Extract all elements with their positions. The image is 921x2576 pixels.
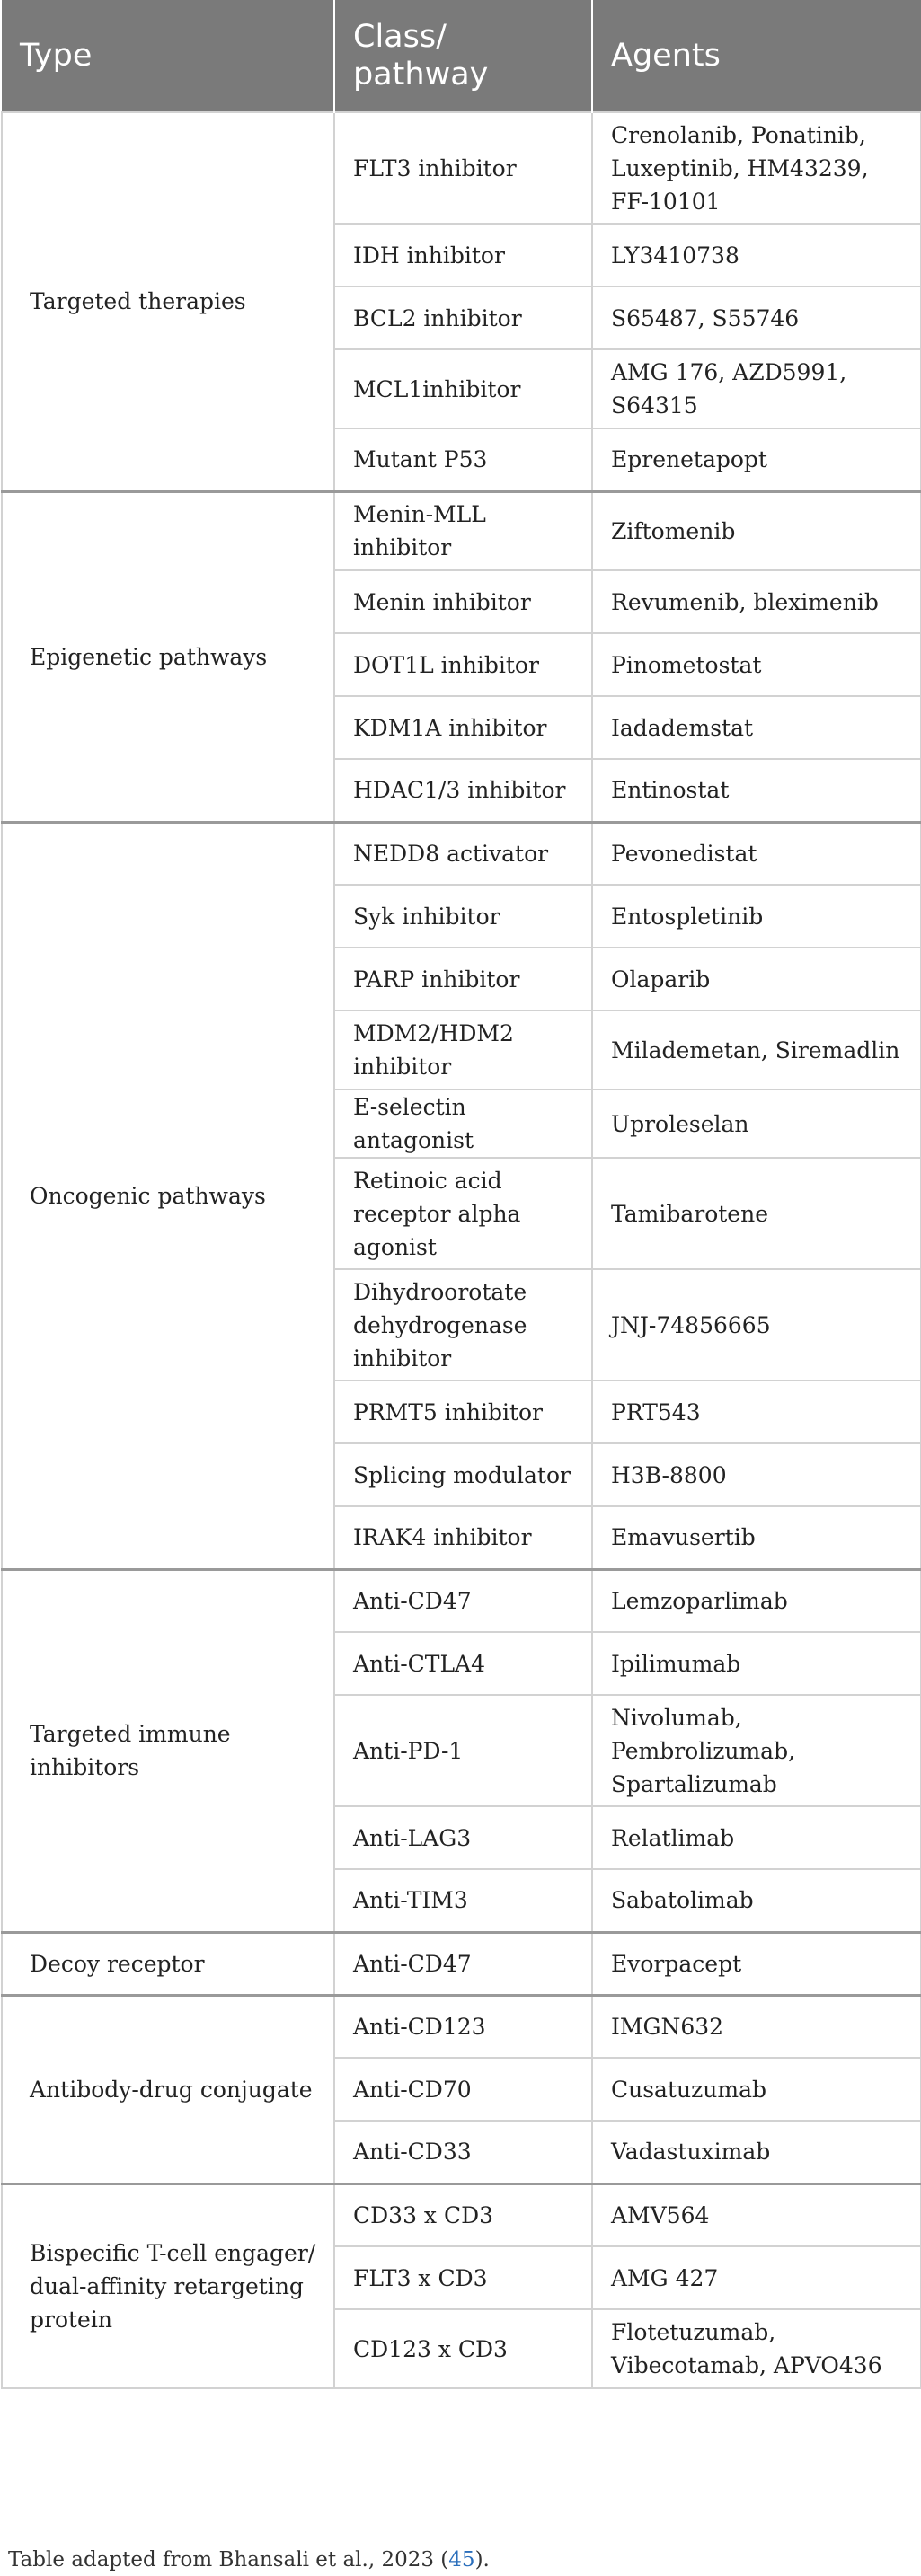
agents-table (1, 0, 921, 2389)
class-pathway-cell: Anti-CD33 (334, 2121, 592, 2183)
header-class-pathway-label: Class/ pathway (353, 19, 489, 93)
agents-cell: AMG 176, AZD5991, S64315 (592, 349, 921, 428)
agents-cell: IMGN632 (592, 1995, 921, 2058)
agents-cell: Nivolumab, Pembrolizumab, Spartalizumab (592, 1695, 921, 1806)
agents-cell: Sabatolimab (592, 1869, 921, 1932)
class-pathway-cell: Menin inhibitor (334, 570, 592, 633)
agents-cell: Revumenib, bleximenib (592, 570, 921, 633)
class-pathway-cell: Dihydroorotate dehydrogenase inhibitor (334, 1269, 592, 1381)
class-pathway-cell: HDAC1/3 inhibitor (334, 759, 592, 822)
class-pathway-cell: MCL1inhibitor (334, 349, 592, 428)
agents-cell: Ipilimumab (592, 1632, 921, 1695)
table-row (2, 1569, 921, 1632)
class-pathway-cell: Anti-CD47 (334, 1569, 592, 1632)
type-cell: Decoy receptor (2, 1932, 334, 1995)
class-pathway-cell: IRAK4 inhibitor (334, 1506, 592, 1569)
table-row (2, 112, 921, 224)
agents-cell: H3B-8800 (592, 1443, 921, 1506)
class-pathway-cell: Anti-CD70 (334, 2058, 592, 2121)
agents-cell: Tamibarotene (592, 1158, 921, 1269)
agents-cell: PRT543 (592, 1381, 921, 1443)
agents-cell: Evorpacept (592, 1932, 921, 1995)
agents-cell: Emavusertib (592, 1506, 921, 1569)
agents-cell: Crenolanib, Ponatinib, Luxeptinib, HM43239, FF-10101 (592, 112, 921, 224)
class-pathway-cell: Menin-MLL inhibitor (334, 491, 592, 570)
agents-cell: JNJ-74856665 (592, 1269, 921, 1381)
table-header (2, 0, 921, 112)
table-body (2, 112, 921, 2388)
class-pathway-cell: Retinoic acid receptor alpha agonist (334, 1158, 592, 1269)
agents-cell: Lemzoparlimab (592, 1569, 921, 1632)
type-cell: Epigenetic pathways (2, 491, 334, 822)
table-row (2, 822, 921, 885)
class-pathway-cell: CD123 x CD3 (334, 2309, 592, 2388)
agents-cell: Pevonedistat (592, 822, 921, 885)
header-type: Type (2, 0, 334, 112)
type-cell: Bispecific T-cell engager/ dual-affinity retargeting protein (2, 2183, 334, 2388)
agents-cell: Entinostat (592, 759, 921, 822)
class-pathway-cell: NEDD8 activator (334, 822, 592, 885)
agents-cell: Iadademstat (592, 696, 921, 759)
header-class-pathway (334, 0, 592, 112)
table-row (2, 491, 921, 570)
agents-cell: Pinometostat (592, 633, 921, 696)
agents-cell: Uproleselan (592, 1090, 921, 1158)
agents-cell: Olaparib (592, 948, 921, 1010)
footnote-end: ). (474, 2548, 490, 2572)
class-pathway-cell: E-selectin antagonist (334, 1090, 592, 1158)
agents-cell: Vadastuximab (592, 2121, 921, 2183)
class-pathway-cell: FLT3 inhibitor (334, 112, 592, 224)
agents-cell: Ziftomenib (592, 491, 921, 570)
agents-cell: LY3410738 (592, 224, 921, 287)
class-pathway-cell: BCL2 inhibitor (334, 287, 592, 349)
header-row (2, 0, 921, 112)
class-pathway-cell: Anti-CD123 (334, 1995, 592, 2058)
class-pathway-cell: Syk inhibitor (334, 885, 592, 948)
table-footnote (8, 2547, 490, 2572)
table-row (2, 1932, 921, 1995)
type-cell: Antibody-drug conjugate (2, 1995, 334, 2183)
type-cell: Targeted therapies (2, 112, 334, 491)
type-cell: Oncogenic pathways (2, 822, 334, 1569)
footnote-reference-link[interactable]: 45 (448, 2548, 475, 2572)
header-agents: Agents (592, 0, 921, 112)
footnote-text: Table adapted from Bhansali et al., 2023 ( (8, 2548, 449, 2572)
table-row (2, 1995, 921, 2058)
agents-cell: S65487, S55746 (592, 287, 921, 349)
table-row (2, 2183, 921, 2246)
class-pathway-cell: Anti-PD-1 (334, 1695, 592, 1806)
class-pathway-cell: KDM1A inhibitor (334, 696, 592, 759)
class-pathway-cell: CD33 x CD3 (334, 2183, 592, 2246)
class-pathway-cell: IDH inhibitor (334, 224, 592, 287)
agents-cell: Flotetuzumab, Vibecotamab, APVO436 (592, 2309, 921, 2388)
type-cell: Targeted immune inhibitors (2, 1569, 334, 1932)
agents-cell: Eprenetapopt (592, 428, 921, 491)
class-pathway-cell: Anti-CTLA4 (334, 1632, 592, 1695)
class-pathway-cell: Anti-TIM3 (334, 1869, 592, 1932)
agents-cell: AMG 427 (592, 2246, 921, 2309)
class-pathway-cell: Splicing modulator (334, 1443, 592, 1506)
class-pathway-cell: Anti-LAG3 (334, 1806, 592, 1869)
agents-cell: Entospletinib (592, 885, 921, 948)
document-page (1, 0, 920, 2572)
class-pathway-cell: DOT1L inhibitor (334, 633, 592, 696)
class-pathway-cell: FLT3 x CD3 (334, 2246, 592, 2309)
agents-cell: Cusatuzumab (592, 2058, 921, 2121)
agents-cell: Milademetan, Siremadlin (592, 1010, 921, 1090)
agents-cell: AMV564 (592, 2183, 921, 2246)
class-pathway-cell: MDM2/HDM2 inhibitor (334, 1010, 592, 1090)
class-pathway-cell: Anti-CD47 (334, 1932, 592, 1995)
class-pathway-cell: PARP inhibitor (334, 948, 592, 1010)
class-pathway-cell: Mutant P53 (334, 428, 592, 491)
agents-cell: Relatlimab (592, 1806, 921, 1869)
class-pathway-cell: PRMT5 inhibitor (334, 1381, 592, 1443)
